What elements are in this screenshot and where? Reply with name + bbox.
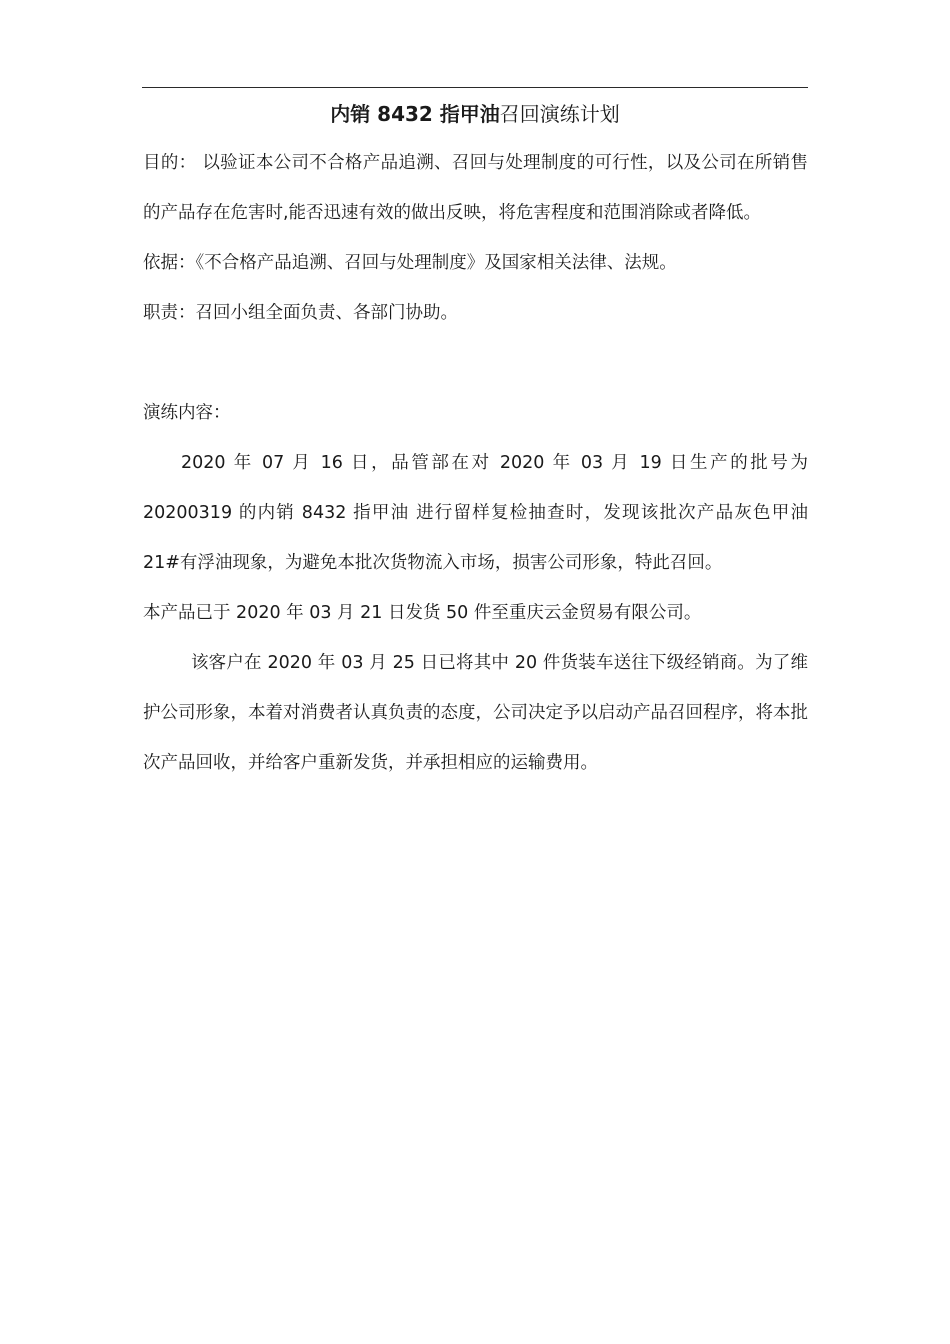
content-paragraph-2: 本产品已于 2020 年 03 月 21 日发货 50 件至重庆云金贸易有限公司。 <box>143 603 702 623</box>
content-paragraph-3: 该客户在 2020 年 03 月 25 日已将其中 20 件货装车送往下级经销商。为了维护公司形象，本着对消费者认真负责的态度，公司决定予以启动产品召回程序，将本批次产品回收，并给客户重新发货，并承担相应的运输费用。 <box>143 653 808 773</box>
content-paragraph-1: 2020 年 07 月 16 日，品管部在对 2020 年 03 月 19 日生产的批号为 20200319 的内销 8432 指甲油 进行留样复检抽查时，发现该批次产品灰色甲油 21#有浮油现象，为避免本批次货物流入市场，损害公司形象，特此召回。 <box>143 453 808 573</box>
document-body <box>143 138 808 788</box>
blank-line <box>143 338 808 388</box>
purpose-paragraph: 目的： 以验证本公司不合格产品追溯、召回与处理制度的可行性，以及公司在所销售的产品存在危害时,能否迅速有效的做出反映，将危害程度和范围消除或者降低。 <box>143 153 808 223</box>
duty-paragraph: 职责：召回小组全面负责、各部门协助。 <box>143 303 458 323</box>
basis-paragraph: 依据：《不合格产品追溯、召回与处理制度》及国家相关法律、法规。 <box>143 253 677 273</box>
title-regular-part: 召回演练计划 <box>499 102 620 126</box>
header-rule <box>142 87 808 88</box>
title-bold-part: 内销 8432 指甲油 <box>330 102 500 126</box>
document-title <box>142 100 808 128</box>
content-heading: 演练内容： <box>143 403 231 423</box>
